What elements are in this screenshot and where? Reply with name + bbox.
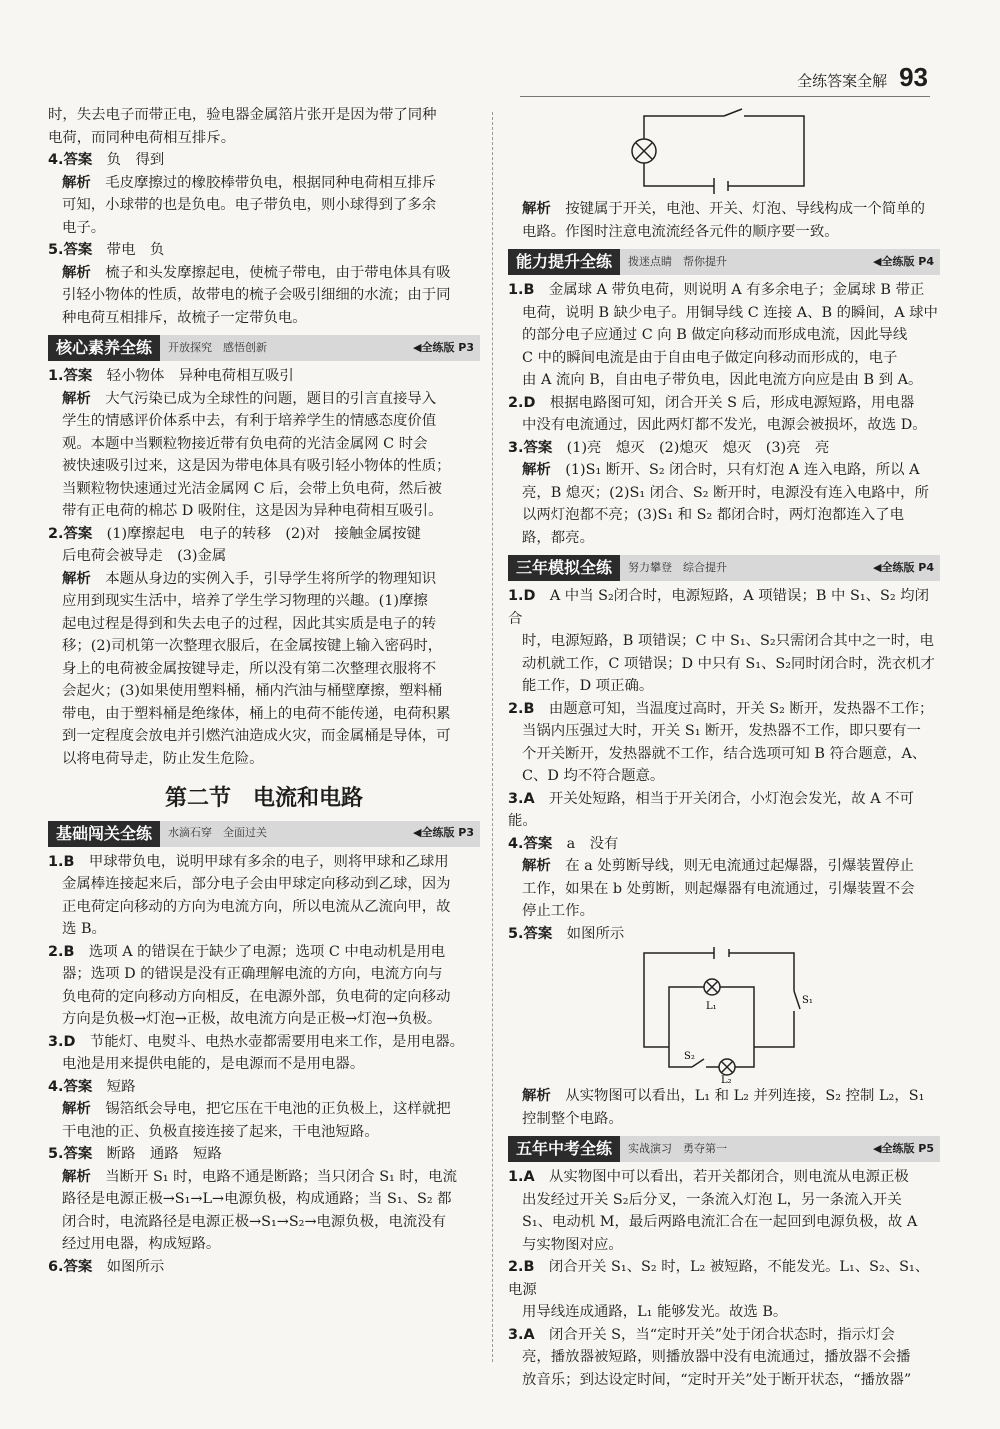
line-text: 路，都亮。 <box>522 529 594 546</box>
basic-2 <box>48 941 480 1031</box>
text-line <box>62 590 480 613</box>
line-text: 闭合时，电流路径是电源正极→S₁→S₂→电源负极，电流没有 <box>62 1213 447 1230</box>
text-line <box>48 104 480 127</box>
line-text: C、D 均不符合题意。 <box>522 768 665 784</box>
text-line <box>522 900 940 923</box>
analysis-label: 解析 <box>62 570 91 587</box>
bar-ref: ◀全练版 P5 <box>872 1141 934 1155</box>
switch-s1-symbol <box>794 991 800 1009</box>
text-line <box>48 896 480 919</box>
line-text: 闭合开关 S，当“定时开关”处于闭合状态时，指示灯会 <box>549 1326 895 1343</box>
text-line <box>508 392 940 415</box>
text-line <box>508 788 940 833</box>
basic-3 <box>48 1031 480 1076</box>
answer-text: a 没有 <box>566 835 619 852</box>
analysis-diagram-1 <box>508 198 940 243</box>
line-text: 负电荷的定向移动方向相反，在电源外部，负电荷的定向移动 <box>62 988 451 1005</box>
analysis <box>508 459 940 549</box>
text-line <box>62 455 480 478</box>
analysis-label: 解析 <box>62 174 91 191</box>
five-year-2 <box>508 1256 940 1324</box>
text-line <box>62 680 480 703</box>
line-text: 学生的情感评价体系中去，有利于培养学生的情感态度价值 <box>62 413 437 429</box>
line-text: 节能灯、电熨斗、电热水壶都需要用电来工作，是用电器。 <box>89 1033 465 1050</box>
line-text: 路径是电源正极→S₁→L→电源负极，构成通路；当 S₁、S₂ 都 <box>62 1191 452 1207</box>
text-line <box>62 725 480 748</box>
text-line <box>62 217 480 240</box>
text-line <box>48 127 480 150</box>
answer-number: 1.D <box>508 588 536 604</box>
header-rule <box>520 96 930 97</box>
line-text: 电池是用来提供电能的，是电源而不是用电器。 <box>62 1056 365 1072</box>
answer-number: 2.D <box>508 394 536 411</box>
line-text: 个开关断开，发热器就不工作，结合选项可知 B 符合题意，A、 <box>522 745 927 762</box>
bar-title: 能力提升全练 <box>508 249 620 275</box>
bar-subtitle: 水滴石穿 全面过关 <box>168 826 268 840</box>
answer-text: 带电 负 <box>106 242 165 258</box>
line-text: 以两灯泡都不亮；(3)S₁ 和 S₂ 都闭合时，两灯泡都连入了电 <box>522 507 904 523</box>
text-line <box>522 1108 940 1131</box>
bar-subtitle: 开放探究 感悟创新 <box>168 340 268 354</box>
text-line <box>62 478 480 501</box>
text-line <box>508 324 940 347</box>
text-line <box>48 918 480 941</box>
text-line <box>508 302 940 325</box>
line-text: 身上的电荷被金属按键导走，所以没有第二次整理衣服将不 <box>62 660 437 677</box>
answer-number: 2.答案 <box>48 525 93 542</box>
section-bar-ability <box>508 249 940 275</box>
text-line <box>508 1234 940 1257</box>
header-title: 全练答案全解 <box>797 72 888 90</box>
line-text: S₁、电动机 M，最后两路电流汇合在一起回到电源负极，故 A <box>522 1214 918 1230</box>
analysis-label: 解析 <box>62 1101 91 1117</box>
three-year-5 <box>508 923 940 946</box>
line-text: 被快速吸引过来，这是因为带电体具有吸引轻小物体的性质； <box>62 458 451 474</box>
line-text: 时，失去电子而带正电，验电器金属箔片张开是因为带了同种 <box>48 107 437 123</box>
text-line <box>62 658 480 681</box>
line-text: 种电荷互相排斥，故梳子一定带负电。 <box>62 309 307 326</box>
bar-title: 三年模拟全练 <box>508 555 620 581</box>
text-line <box>508 720 940 743</box>
basic-4 <box>48 1076 480 1144</box>
text-line <box>48 1008 480 1031</box>
answer-number: 3.D <box>48 1033 76 1050</box>
text-line <box>62 433 480 456</box>
text-line <box>508 743 940 766</box>
line-text: 本题从身边的实例入手，引导学生将所学的物理知识 <box>105 570 437 587</box>
five-year-3 <box>508 1324 940 1392</box>
analysis-diagram-2 <box>508 1085 940 1130</box>
answer-text: 如图所示 <box>566 925 625 942</box>
section-bar-basic <box>48 821 480 847</box>
text-line <box>508 1211 940 1234</box>
analysis-label: 解析 <box>62 390 91 407</box>
section-title: 第二节 电流和电路 <box>164 786 363 811</box>
text-line <box>62 1098 480 1121</box>
left-intro <box>48 104 480 149</box>
page-number: 93 <box>899 62 928 92</box>
line-text: 正电荷定向移动的方向为电流方向，所以电流从乙流向甲，故 <box>62 898 451 915</box>
line-text: 控制整个电路。 <box>522 1110 623 1127</box>
line-text: 会起火；(3)如果使用塑料桶，桶内汽油与桶壁摩擦，塑料桶 <box>62 683 443 699</box>
analysis <box>48 1098 480 1143</box>
text-line <box>522 855 940 878</box>
line-text: 电子。 <box>62 219 106 236</box>
analysis <box>508 198 940 243</box>
text-line <box>508 1189 940 1212</box>
bar-title: 基础闯关全练 <box>48 821 160 847</box>
line-text: 时，电源短路，B 项错误；C 中 S₁、S₂只需闭合其中之一时，电 <box>522 633 934 649</box>
line-text: 当断开 S₁ 时，电路不通是断路；当只闭合 S₁ 时，电流 <box>105 1168 457 1185</box>
section-bar-three-year <box>508 555 940 581</box>
text-line <box>508 1301 940 1324</box>
analysis <box>508 855 940 923</box>
text-line <box>62 613 480 636</box>
analysis <box>48 1166 480 1256</box>
answer-number: 2.B <box>48 943 75 960</box>
ability-2 <box>508 392 940 437</box>
line-text: 电荷，说明 B 缺少电子。用铜导线 C 连接 A、B 的瞬间，A 球中 <box>522 304 938 321</box>
answer-number: 5.答案 <box>508 925 553 942</box>
line-text: 工作，如果在 b 处剪断，则起爆器有电流通过，引爆装置不会 <box>522 880 915 897</box>
bar-subtitle: 实战演习 勇夺第一 <box>628 1141 728 1155</box>
line-text: 选 B。 <box>62 921 106 937</box>
analysis-label: 解析 <box>522 462 551 478</box>
line-text: 由 A 流向 B，自由电子带负电，因此电流方向应是由 B 到 A。 <box>522 372 923 388</box>
answer-number: 1.B <box>48 853 75 870</box>
answer-text: 负 得到 <box>106 152 165 168</box>
line-text: 用导线连成通路，L₁ 能够发光。故选 B。 <box>522 1304 788 1320</box>
text-line <box>48 851 480 874</box>
text-line <box>48 545 480 568</box>
line-text: 电路。作图时注意电流流经各元件的顺序要一致。 <box>522 223 839 240</box>
circuit-diagram-parallel <box>624 947 824 1083</box>
text-line <box>62 748 480 771</box>
line-text: 当颗粒物快速通过光洁金属网 C 后，会带上负电荷，然后被 <box>62 480 442 497</box>
bar-subtitle: 拨迷点睛 帮你提升 <box>628 254 728 268</box>
text-line <box>62 1188 480 1211</box>
bar-ref: ◀全练版 P3 <box>412 340 474 354</box>
core-answer-1 <box>48 365 480 523</box>
line-text: 干电池的正、负极直接连接了起来，干电池短路。 <box>62 1123 379 1140</box>
line-text: A 中当 S₂闭合时，电源短路，A 项错误；B 中 S₁、S₂ 均闭合 <box>508 588 929 627</box>
text-line <box>62 262 480 285</box>
bar-title: 五年中考全练 <box>508 1136 620 1162</box>
analysis-label: 解析 <box>522 1088 551 1104</box>
text-line <box>48 1053 480 1076</box>
text-line <box>508 1369 940 1392</box>
analysis-label: 解析 <box>62 1168 91 1185</box>
answer-number: 2.B <box>508 1259 535 1275</box>
line-text: C 中的瞬间电流是由于自由电子做定向移动而形成的，电子 <box>522 349 898 366</box>
three-year-2 <box>508 698 940 788</box>
text-line <box>508 1324 940 1347</box>
text-line <box>62 500 480 523</box>
line-text: 带电，由于塑料桶是绝缘体，桶上的电荷不能传递，电荷积累 <box>62 705 451 722</box>
text-line <box>508 585 940 630</box>
line-text: 可知，小球带的也是负电。电子带负电，则小球得到了多余 <box>62 197 437 213</box>
text-line <box>508 765 940 788</box>
line-text: 金属棒连接起来后，部分电子会由甲球定向移动到乙球，因为 <box>62 876 451 892</box>
line-text: 在 a 处剪断导线，则无电流通过起爆器，引爆装置停止 <box>565 858 914 874</box>
text-line <box>62 410 480 433</box>
bar-ref: ◀全练版 P3 <box>412 826 474 840</box>
ability-1 <box>508 279 940 392</box>
answer-number: 5.答案 <box>48 242 93 258</box>
answer-number: 1.B <box>508 282 535 298</box>
text-line <box>62 1233 480 1256</box>
line-text: 后电荷会被导走 (3)金属 <box>62 548 227 564</box>
basic-6 <box>48 1256 480 1279</box>
line-text: 观。本题中当颗粒物接近带有负电荷的光洁金属网 C 时会 <box>62 435 428 452</box>
answer-text: 轻小物体 异种电荷相互吸引 <box>106 368 294 384</box>
line-text: 根据电路图可知，闭合开关 S 后，形成电源短路，用电器 <box>549 394 915 411</box>
five-year-1 <box>508 1166 940 1256</box>
text-line <box>508 279 940 302</box>
line-text: 梳子和头发摩擦起电，使梳子带电，由于带电体具有吸 <box>105 264 451 281</box>
answer-number: 1.A <box>508 1169 535 1185</box>
left-column <box>48 104 480 1278</box>
analysis-label: 解析 <box>522 858 551 874</box>
text-line <box>508 1256 940 1301</box>
analysis <box>48 262 480 330</box>
line-text: 带有正电荷的棉芯 D 吸附住，这是因为异种电荷相互吸引。 <box>62 503 443 519</box>
text-line <box>522 878 940 901</box>
answer-number: 6.答案 <box>48 1258 93 1275</box>
answer-text: 如图所示 <box>106 1258 165 1275</box>
three-year-3 <box>508 788 940 833</box>
analysis <box>48 388 480 523</box>
text-line <box>48 1031 480 1054</box>
answer-text: 断路 通路 短路 <box>106 1146 222 1162</box>
text-line <box>48 873 480 896</box>
text-line <box>62 635 480 658</box>
right-column <box>508 104 940 1391</box>
line-text: 甲球带负电，说明甲球有多余的电子，则将甲球和乙球用 <box>88 853 449 870</box>
text-line <box>522 1085 940 1108</box>
line-text: 与实物图对应。 <box>522 1236 623 1253</box>
text-line <box>508 1346 940 1369</box>
answer-number: 4.答案 <box>508 835 553 852</box>
line-text: 中没有电流通过，因此两灯都不发光，电源会被损坏，故选 D。 <box>522 417 927 433</box>
answer-number: 3.A <box>508 790 535 807</box>
line-text: 亮，播放器被短路，则播放器中没有电流通过，播放器不会播 <box>522 1349 911 1365</box>
label-l1: L₁ <box>706 1001 717 1012</box>
text-line <box>508 414 940 437</box>
text-line <box>62 568 480 591</box>
ability-3 <box>508 437 940 550</box>
text-line <box>522 198 940 221</box>
analysis-label: 解析 <box>62 264 91 281</box>
answer-number: 2.B <box>508 700 535 717</box>
text-line <box>62 284 480 307</box>
line-text: 金属球 A 带负电荷，则说明 A 有多余电子；金属球 B 带正 <box>548 282 925 298</box>
line-text: 闭合开关 S₁、S₂ 时，L₂ 被短路，不能发光。L₁、S₂、S₁、电源 <box>508 1259 930 1298</box>
analysis <box>508 1085 940 1130</box>
line-text: 电荷，而同种电荷相互排斥。 <box>48 129 236 146</box>
line-text: 以将电荷导走，防止发生危险。 <box>62 750 264 767</box>
text-line <box>508 698 940 721</box>
three-year-4 <box>508 833 940 923</box>
line-text: 开关处短路，相当于开关闭合，小灯泡会发光，故 A 不可能。 <box>508 790 914 829</box>
line-text: 的部分电子应通过 C 向 B 做定向移动而形成电流，因此导线 <box>522 327 908 343</box>
text-line <box>62 388 480 411</box>
line-text: 按键属于开关，电池、开关、灯泡、导线构成一个简单的 <box>565 201 925 217</box>
text-line <box>508 653 940 676</box>
line-text: 放音乐；到达设定时间，“定时开关”处于断开状态，“播放器” <box>522 1371 912 1388</box>
section-bar-five-year <box>508 1136 940 1162</box>
line-text: 停止工作。 <box>522 903 594 919</box>
text-line <box>62 172 480 195</box>
line-text: 引轻小物体的性质，故带电的梳子会吸引细细的水流；由于同 <box>62 287 451 303</box>
basic-5 <box>48 1143 480 1256</box>
switch-symbol <box>724 109 742 116</box>
line-text: 经过用电器，构成短路。 <box>62 1236 221 1252</box>
text-line <box>522 527 940 550</box>
bar-title: 核心素养全练 <box>48 335 160 361</box>
bar-subtitle: 努力攀登 综合提升 <box>628 560 728 574</box>
text-line <box>62 703 480 726</box>
bar-ref: ◀全练版 P4 <box>872 254 934 268</box>
bar-ref: ◀全练版 P4 <box>872 560 934 574</box>
line-text: 由题意可知，当温度过高时，开关 S₂ 断开，发热器不工作； <box>548 700 934 717</box>
answer-number: 4.答案 <box>48 152 93 168</box>
text-line <box>508 1166 940 1189</box>
text-line <box>522 504 940 527</box>
line-text: 毛皮摩擦过的橡胶棒带负电，根据同种电荷相互排斥 <box>105 174 437 191</box>
text-line <box>62 307 480 330</box>
text-line <box>62 1166 480 1189</box>
line-text: 从实物图中可以看出，若开关都闭合，则电流从电源正极 <box>549 1169 909 1185</box>
line-text: 器；选项 D 的错误是没有正确理解电流的方向，电流方向与 <box>62 966 443 982</box>
answer-text <box>48 523 480 568</box>
text-line <box>62 194 480 217</box>
analysis <box>48 172 480 240</box>
basic-1 <box>48 851 480 941</box>
line-text: 亮，B 熄灭；(2)S₁ 闭合、S₂ 断开时，电源没有连入电路中，所 <box>522 484 929 501</box>
line-text: 起电过程是得到和失去电子的过程，因此其实质是电子的转 <box>62 615 437 632</box>
page-header <box>797 62 928 93</box>
three-year-1 <box>508 585 940 698</box>
text-line <box>522 482 940 505</box>
line-text: (1)摩擦起电 电子的转移 (2)对 接触金属按键 <box>106 525 421 542</box>
answer-5 <box>48 239 480 329</box>
answer-number: 5.答案 <box>48 1146 93 1162</box>
line-text: 从实物图可以看出，L₁ 和 L₂ 并列连接，S₂ 控制 L₂，S₁ <box>565 1088 925 1104</box>
circuit-diagram-simple <box>604 106 844 196</box>
line-text: 选项 A 的错误在于缺少了电源；选项 C 中电动机是用电 <box>88 943 446 960</box>
line-text: 到一定程度会放电并引燃汽油造成火灾，而金属桶是导体，可 <box>62 728 451 744</box>
analysis-label: 解析 <box>522 201 551 217</box>
answer-number: 1.答案 <box>48 368 93 384</box>
section-bar-core <box>48 335 480 361</box>
text-line <box>48 986 480 1009</box>
answer-4 <box>48 149 480 239</box>
label-s2: S₂ <box>684 1051 695 1062</box>
answer-number: 4.答案 <box>48 1078 93 1095</box>
text-line <box>522 221 940 244</box>
line-text: 锡箔纸会导电，把它压在干电池的正负极上，这样就把 <box>105 1101 451 1117</box>
line-text: 当锅内压强过大时，开关 S₁ 断开，发热器不工作，即只要有一 <box>522 723 921 739</box>
text-line <box>62 1211 480 1234</box>
line-text: 动机就工作，C 项错误；D 中只有 S₁、S₂同时闭合时，洗衣机才 <box>522 655 935 672</box>
label-s1: S₁ <box>802 995 813 1006</box>
answer-number: 3.答案 <box>508 439 553 456</box>
analysis <box>48 568 480 771</box>
line-text: 出发经过开关 S₂后分叉，一条流入灯泡 L，另一条流入开关 <box>522 1191 902 1208</box>
text-line <box>48 941 480 964</box>
line-text: 能工作，D 项正确。 <box>522 678 654 694</box>
text-line <box>508 369 940 392</box>
label-l2: L₂ <box>721 1075 732 1083</box>
line-text: 移；(2)司机第一次整理衣服后，在金属按键上输入密码时， <box>62 638 443 654</box>
text-line <box>522 459 940 482</box>
answer-text: 短路 <box>106 1078 136 1095</box>
text-line <box>508 675 940 698</box>
text-line <box>508 347 940 370</box>
line-text: 方向是负极→灯泡→正极，故电流方向是正极→灯泡→负极。 <box>62 1011 442 1027</box>
line-text: 大气污染已成为全球性的问题，题目的引言直接导入 <box>105 390 437 407</box>
core-answer-2 <box>48 523 480 771</box>
text-line <box>62 1121 480 1144</box>
text-line <box>48 963 480 986</box>
line-text: 应用到现实生活中，培养了学生学习物理的兴趣。(1)摩擦 <box>62 593 428 609</box>
text-line <box>508 630 940 653</box>
column-divider <box>492 112 493 1362</box>
answer-text: (1)亮 熄灭 (2)熄灭 熄灭 (3)亮 亮 <box>566 439 830 456</box>
line-text: (1)S₁ 断开、S₂ 闭合时，只有灯泡 A 连入电路，所以 A <box>565 462 920 478</box>
answer-number: 3.A <box>508 1326 535 1343</box>
text-line <box>48 523 480 546</box>
